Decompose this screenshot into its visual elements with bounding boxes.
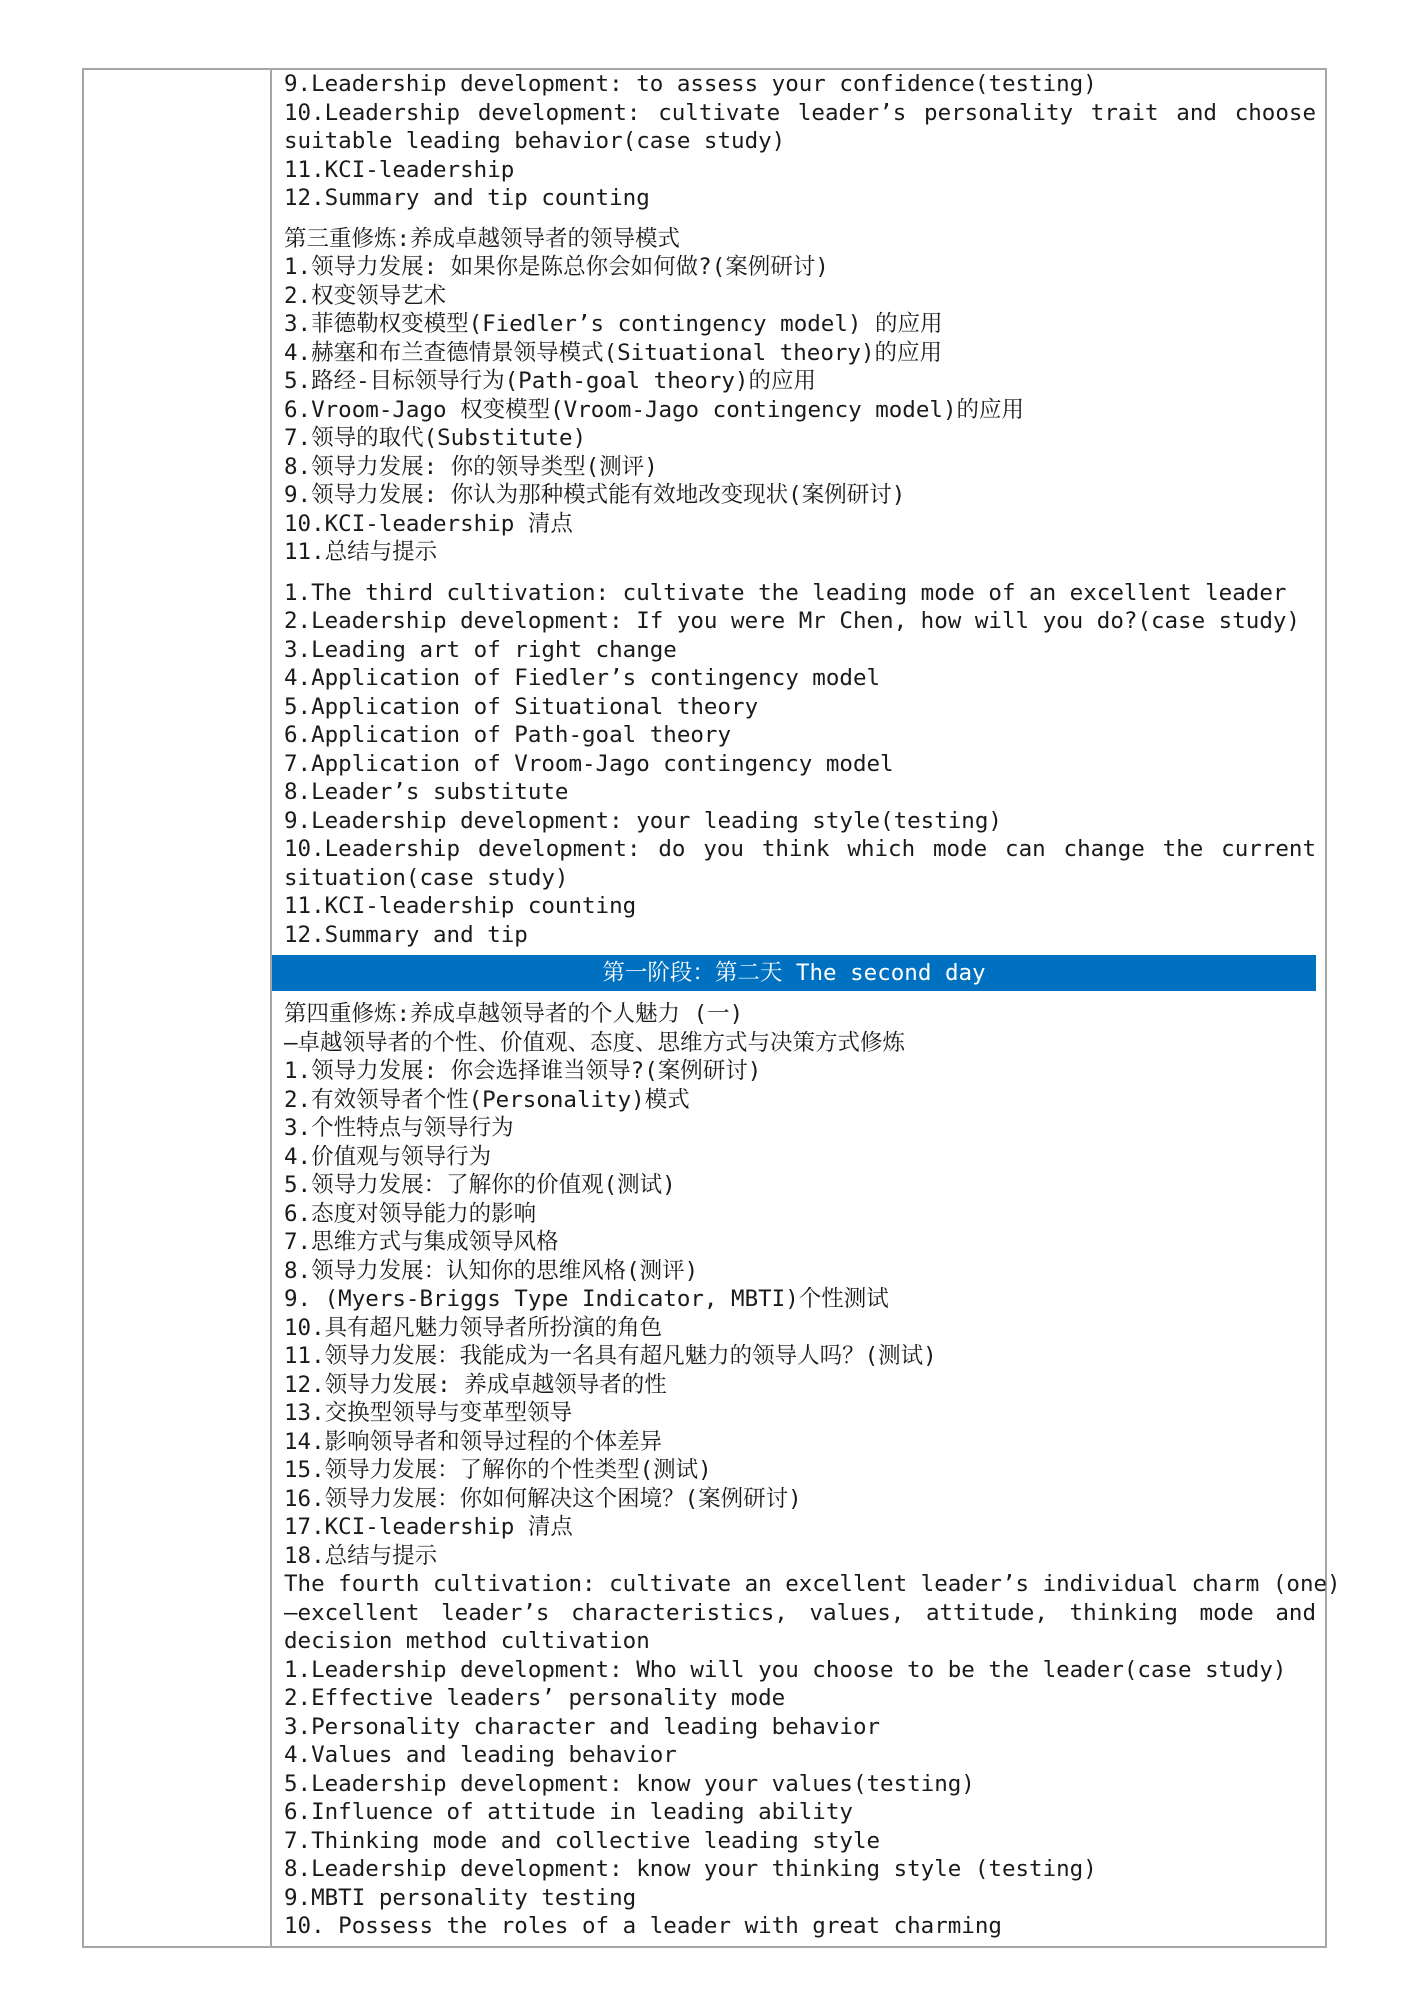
list-item: 10.Leadership development: do you think which mode can change the current xyxy=(284,836,1316,862)
list-item: 12.领导力发展: 养成卓越领导者的性 xyxy=(284,1371,667,1398)
list-item: 8.Leadership development: know your thinking style (testing) xyxy=(284,1856,1097,1882)
list-item: 18.总结与提示 xyxy=(284,1542,438,1569)
list-item: 8.领导力发展：认知你的思维风格(测评) xyxy=(284,1257,699,1284)
list-item: 9.Leadership development: your leading style(testing) xyxy=(284,807,1002,834)
list-item: 4.价值观与领导行为 xyxy=(284,1143,492,1170)
list-item: 6.Application of Path-goal theory xyxy=(284,722,732,748)
list-item: 15.领导力发展：了解你的个性类型(测试) xyxy=(284,1457,712,1483)
list-item: 1.领导力发展: 你会选择谁当领导?(案例研讨) xyxy=(284,1058,762,1084)
list-item: 5.领导力发展：了解你的价值观(测试) xyxy=(284,1172,676,1198)
list-item: 9.领导力发展: 你认为那种模式能有效地改变现状(案例研讨) xyxy=(284,482,906,508)
section-heading-english: The fourth cultivation: cultivate an excellent leader’s individual charm (one) xyxy=(284,1571,1341,1597)
list-item: 3.Leading art of right change xyxy=(284,636,677,663)
list-item: 2.权变领导艺术 xyxy=(284,282,447,309)
list-item: suitable leading behavior(case study) xyxy=(284,128,786,154)
list-item: 5.Leadership development: know your values(testing) xyxy=(284,1770,975,1797)
list-item: situation(case study) xyxy=(284,864,569,891)
list-item: 2.Effective leaders’ personality mode xyxy=(284,1685,786,1711)
section-heading: 第三重修炼:养成卓越领导者的领导模式 xyxy=(284,225,681,252)
empty-left-column xyxy=(84,70,272,1946)
list-item: 6.Vroom-Jago 权变模型(Vroom-Jago contingency model)的应用 xyxy=(284,396,1024,423)
list-item: 11.领导力发展：我能成为一名具有超凡魅力的领导人吗？(测试) xyxy=(284,1343,937,1369)
list-item: 6.Influence of attitude in leading ability xyxy=(284,1799,853,1825)
list-item: 3.菲德勒权变模型(Fiedler’s contingency model) 的应用 xyxy=(284,311,943,337)
list-item: 10.KCI-leadership 清点 xyxy=(284,510,573,537)
third-cultivation-english xyxy=(284,579,1316,950)
section-subheading-english: —excellent leader’s characteristics, values, attitude, thinking mode and xyxy=(284,1599,1316,1626)
list-item: 12.Summary and tip xyxy=(284,921,528,948)
list-item: 12.Summary and tip counting xyxy=(284,185,650,211)
list-item: 11.总结与提示 xyxy=(284,539,438,565)
list-item: 14.影响领导者和领导过程的个体差异 xyxy=(284,1428,663,1455)
fourth-cultivation xyxy=(284,1000,1341,1941)
section-subheading-english: decision method cultivation xyxy=(284,1628,650,1654)
list-item: 1.Leadership development: Who will you choose to be the leader(case study) xyxy=(284,1656,1287,1683)
content-cell-bottom xyxy=(284,1000,1341,1941)
list-item: 9.MBTI personality testing xyxy=(284,1884,637,1911)
list-item: 4.Application of Fiedler’s contingency model xyxy=(284,665,881,691)
list-item: 13.交换型领导与变革型领导 xyxy=(284,1400,573,1426)
list-item: 11.KCI-leadership xyxy=(284,156,515,183)
list-item: 17.KCI-leadership 清点 xyxy=(284,1514,573,1540)
list-item: 9.Leadership development: to assess your confidence(testing) xyxy=(284,71,1097,97)
list-item: 2.Leadership development: If you were Mr Chen, how will you do?(case study) xyxy=(284,608,1300,634)
list-item: 2.有效领导者个性(Personality)模式 xyxy=(284,1086,690,1113)
list-item: 3.个性特点与领导行为 xyxy=(284,1115,514,1141)
list-item: 5.路经-目标领导行为(Path-goal theory)的应用 xyxy=(284,368,816,394)
list-item: 1.领导力发展: 如果你是陈总你会如何做?(案例研讨) xyxy=(284,254,829,280)
list-item: 5.Application of Situational theory xyxy=(284,693,759,720)
list-item: 6.态度对领导能力的影响 xyxy=(284,1200,537,1227)
list-item: 10.Leadership development: cultivate leader’s personality trait and choose xyxy=(284,99,1316,126)
list-item: 4.Values and leading behavior xyxy=(284,1742,677,1768)
section-heading: 第四重修炼:养成卓越领导者的个人魅力 (一) xyxy=(284,1001,744,1027)
third-cultivation-chinese xyxy=(284,225,1316,567)
section-subheading: —卓越领导者的个性、价值观、态度、思维方式与决策方式修炼 xyxy=(284,1029,906,1056)
content-cell-top xyxy=(284,70,1316,949)
outline-table xyxy=(82,68,1341,1948)
section-header-day2: 第一阶段：第二天 The second day xyxy=(272,955,1316,991)
day1-third-topic-english-tail xyxy=(284,70,1316,213)
list-item: 8.Leader’s substitute xyxy=(284,779,569,805)
list-item: 9. (Myers-Briggs Type Indicator, MBTI)个性测试 xyxy=(284,1286,889,1312)
list-item: 7.Application of Vroom-Jago contingency model xyxy=(284,750,894,777)
list-item: 11.KCI-leadership counting xyxy=(284,893,637,919)
list-item: 4.赫塞和布兰查德情景领导模式(Situational theory)的应用 xyxy=(284,339,943,366)
list-item: 7.Thinking mode and collective leading style xyxy=(284,1827,881,1854)
list-item: 7.领导的取代(Substitute) xyxy=(284,425,587,451)
list-item: 10. Possess the roles of a leader with great charming xyxy=(284,1913,1002,1939)
list-item: 16.领导力发展：你如何解决这个困境？(案例研讨) xyxy=(284,1485,802,1512)
list-item: 7.思维方式与集成领导风格 xyxy=(284,1229,559,1255)
list-item: 3.Personality character and leading behavior xyxy=(284,1713,881,1740)
list-item: 8.领导力发展: 你的领导类型(测评) xyxy=(284,453,658,480)
list-item: 1.The third cultivation: cultivate the leading mode of an excellent leader xyxy=(284,579,1287,606)
list-item: 10.具有超凡魅力领导者所扮演的角色 xyxy=(284,1314,663,1341)
